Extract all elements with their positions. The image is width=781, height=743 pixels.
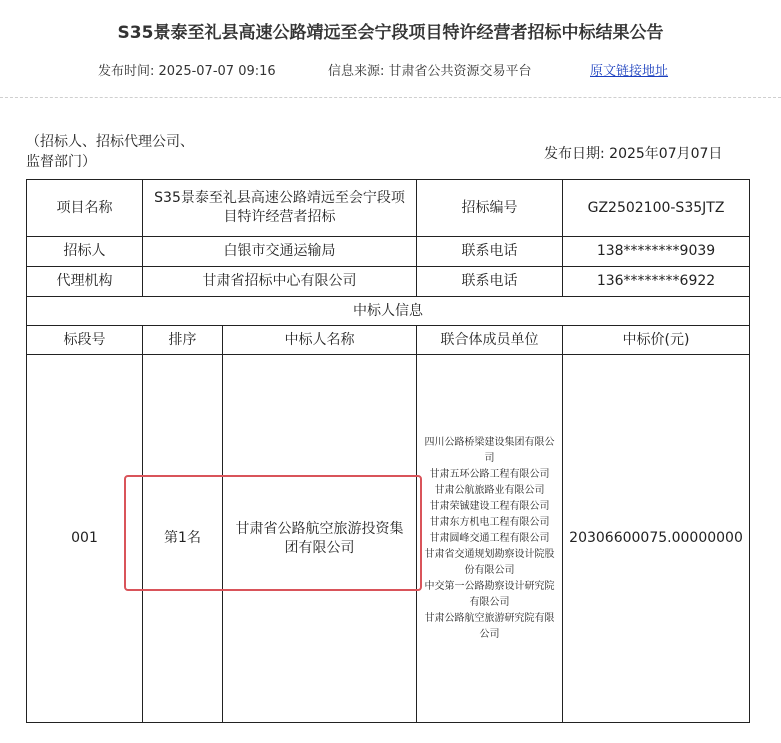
member-item: 甘肃东方机电工程有限公司 <box>429 516 550 528</box>
header-section-no: 标段号 <box>27 326 143 355</box>
agency-phone: 136********6922 <box>563 267 750 297</box>
table-row <box>27 237 750 267</box>
winner-name <box>223 355 417 723</box>
consortium-members <box>417 355 563 723</box>
rank: 第1名 <box>143 355 223 723</box>
section-no: 001 <box>27 355 143 723</box>
tenderer-label: 招标人 <box>27 237 143 267</box>
tender-no-value: GZ2502100-S35JTZ <box>563 180 750 237</box>
member-item: 甘肃公航旅路业有限公司 <box>434 484 545 496</box>
result-table <box>26 179 750 723</box>
member-item: 甘肃公路航空旅游研究院有限公司 <box>424 612 555 640</box>
winner-section-header: 中标人信息 <box>27 297 750 326</box>
member-item: 甘肃五环公路工程有限公司 <box>429 468 550 480</box>
agency-phone-label: 联系电话 <box>417 267 563 297</box>
publish-time: 发布时间: 2025-07-07 09:16 <box>98 64 276 79</box>
table-row <box>27 297 750 326</box>
project-name-label: 项目名称 <box>27 180 143 237</box>
member-item: 甘肃圆峰交通工程有限公司 <box>429 532 550 544</box>
member-item: 甘肃省交通规划勘察设计院股份有限公司 <box>424 548 555 576</box>
project-name-value: S35景泰至礼县高速公路靖远至会宁段项目特许经营者招标 <box>143 180 417 237</box>
winner-name-text: 甘肃省公路航空旅游投资集团有限公司 <box>235 520 404 556</box>
left-note-line-1: （招标人、招标代理公司、 <box>26 134 194 150</box>
agency-label: 代理机构 <box>27 267 143 297</box>
info-source: 信息来源: 甘肃省公共资源交易平台 <box>328 64 532 79</box>
header-members: 联合体成员单位 <box>417 326 563 355</box>
member-item: 四川公路桥梁建设集团有限公司 <box>424 436 555 464</box>
header-winner-name: 中标人名称 <box>223 326 417 355</box>
left-note-line-2: 监督部门） <box>26 154 96 170</box>
tenderer-phone-label: 联系电话 <box>417 237 563 267</box>
member-item: 甘肃荣铖建设工程有限公司 <box>429 500 550 512</box>
table-row <box>27 267 750 297</box>
divider <box>0 97 781 98</box>
publish-date: 发布日期: 2025年07月07日 <box>544 146 723 162</box>
original-link[interactable]: 原文链接地址 <box>590 64 669 79</box>
tenderer-phone: 138********9039 <box>563 237 750 267</box>
bid-price: 20306600075.00000000 <box>563 355 750 723</box>
left-note <box>26 132 194 172</box>
header-bid-price: 中标价(元) <box>563 326 750 355</box>
tenderer-value: 白银市交通运输局 <box>143 237 417 267</box>
header-rank: 排序 <box>143 326 223 355</box>
table-row <box>27 355 750 723</box>
page-title: S35景泰至礼县高速公路靖远至会宁段项目特许经营者招标中标结果公告 <box>117 23 664 43</box>
table-header-row <box>27 326 750 355</box>
tender-no-label: 招标编号 <box>417 180 563 237</box>
agency-value: 甘肃省招标中心有限公司 <box>143 267 417 297</box>
member-item: 中交第一公路勘察设计研究院有限公司 <box>424 580 555 608</box>
table-row <box>27 180 750 237</box>
